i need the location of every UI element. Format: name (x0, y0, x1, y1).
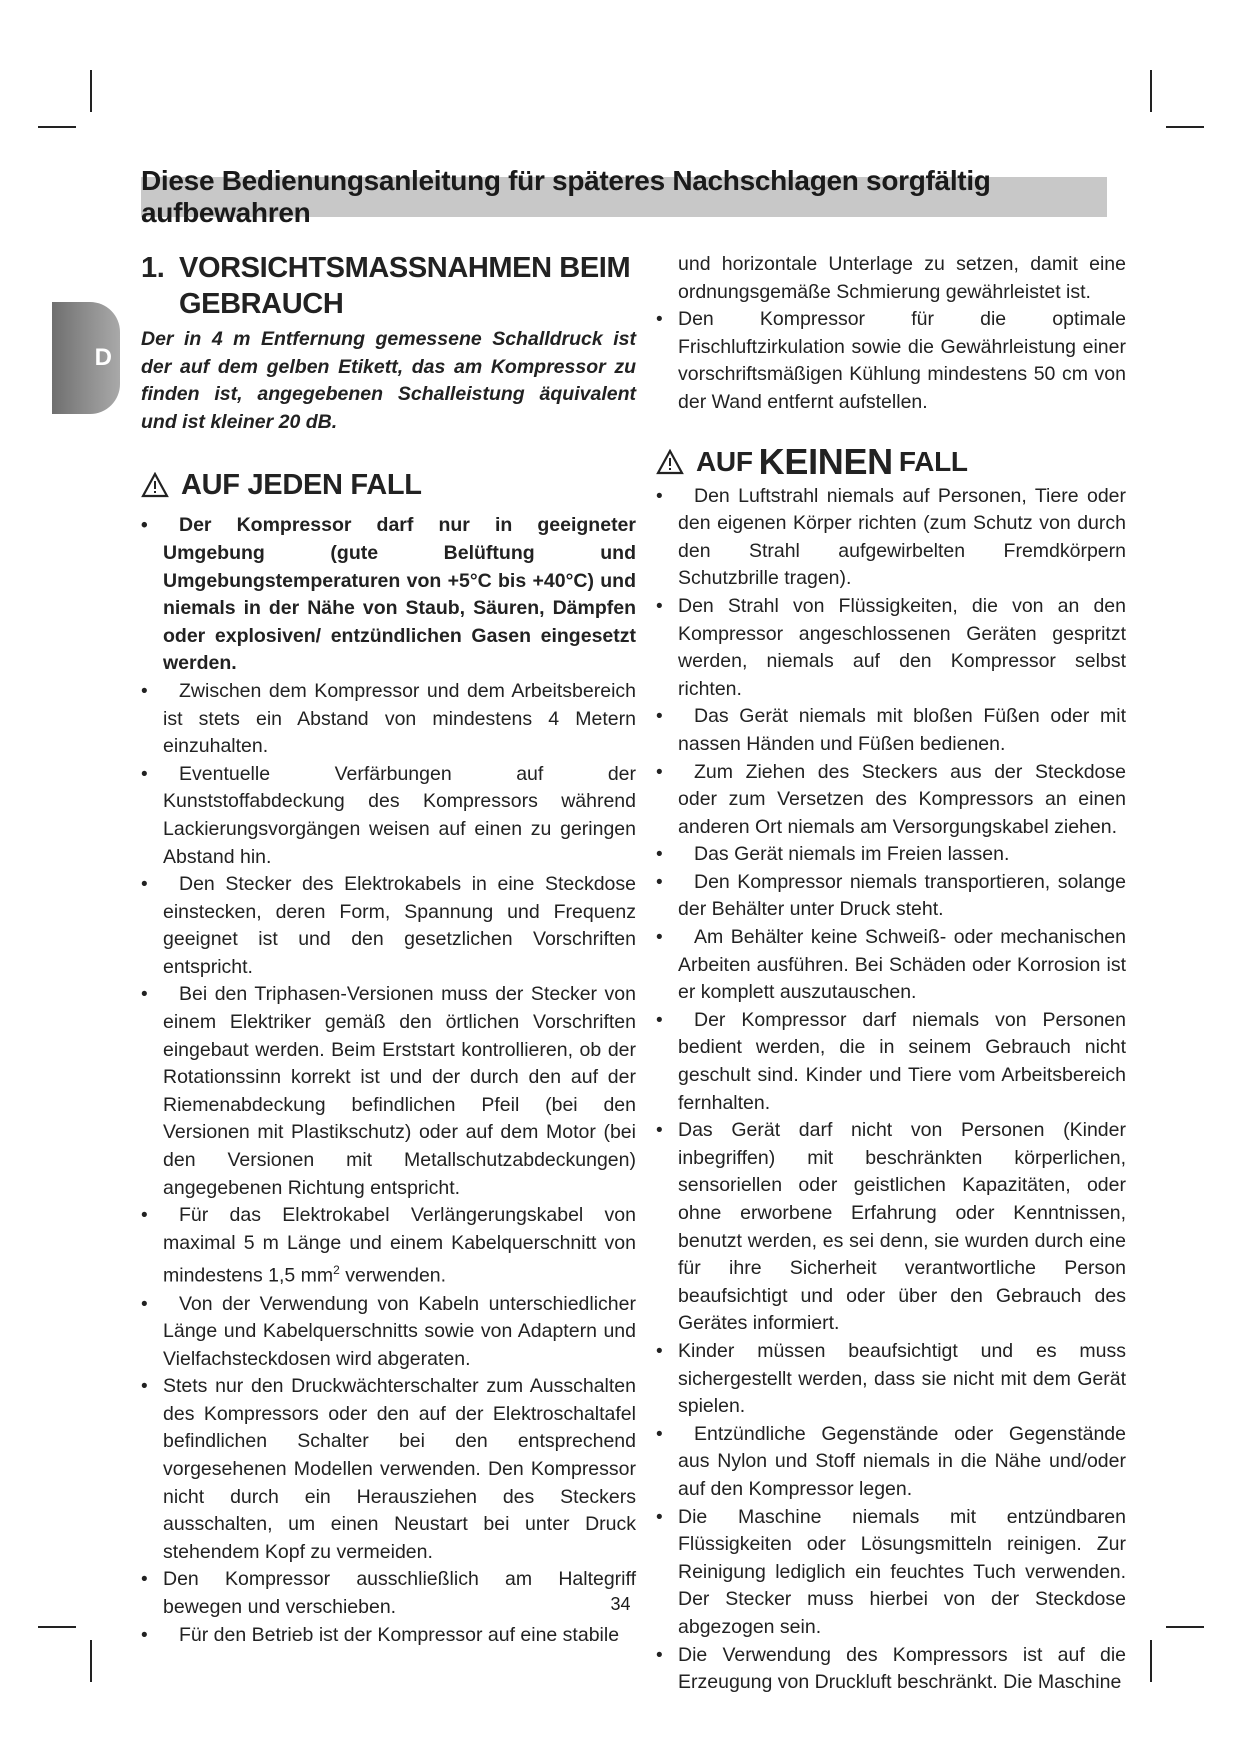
crop-mark (90, 1640, 92, 1682)
list-item: • Den Stecker des Elektrokabels in eine Steckdose einstecken, deren Form, Spannung und Frequenz geeignet ist und den gesetzlichen Vorschriften entspricht. (141, 871, 636, 981)
language-tab (52, 302, 120, 414)
never-list (656, 483, 1126, 1697)
crop-mark (38, 1626, 76, 1628)
list-item: • Den Kompressor für die optimale Frischluftzirkulation sowie die Gewährleistung einer vorschriftsmäßigen Kühlung mindestens 50 cm von der Wand entfernt aufstellen. (656, 306, 1126, 416)
list-item: • Entzündliche Gegenstände oder Gegenstände aus Nylon und Stoff niemals in die Nähe und/oder auf den Kompressor legen. (656, 1421, 1126, 1504)
continuation-text: und horizontale Unterlage zu setzen, damit eine ordnungsgemäße Schmierung gewährleistet ist. (678, 253, 1126, 303)
list-item: • Der Kompressor darf nur in geeigneter Umgebung (gute Belüftung und Umgebungstemperaturen von +5°C bis +40°C) und niemals in der Nähe von Staub, Säuren, Dämpfen oder explosiven/ entzündlichen Gasen eingesetzt werden. (141, 512, 636, 678)
list-item: • Bei den Triphasen-Versionen muss der Stecker von einem Elektriker gemäß den örtlichen Vorschriften eingebaut werden. Beim Erststart kontrollieren, ob der Rotationssinn korrekt ist und der durch den auf der Riemenabdeckung befindlichen Pfeil (bei den Versionen mit Plastikschutz) oder auf dem Motor (bei den Versionen mit Metallschutzabdeckungen) angegebenen Richtung entspricht. (141, 981, 636, 1202)
language-tab-letter: D (94, 344, 112, 371)
crop-mark (90, 70, 92, 112)
list-item: • Der Kompressor darf niemals von Personen bedient werden, die in seinem Gebrauch nicht geschult sind. Kinder und Tiere vom Arbeitsbereich fernhalten. (656, 1007, 1126, 1117)
crop-mark (1166, 1626, 1204, 1628)
heading-always: AUF JEDEN FALL (141, 466, 636, 504)
list-item: • Für das Elektrokabel Verlängerungskabel von maximal 5 m Länge und einem Kabelquerschnitt von mindestens 1,5 $mm^2$ verwenden. (141, 1202, 636, 1290)
section-title (141, 250, 636, 322)
list-item: • Stets nur den Druckwächterschalter zum Ausschalten des Kompressors oder den auf der Elektroschaltafel befindlichen Schalter bei den entsprechend vorgesehenen Modellen verwenden. Den Kompressor nicht durch ein Herausziehen des Steckers ausschalten, um einen Neustart bei unter Druck stehendem Kopf zu vermeiden. (141, 1373, 636, 1566)
list-item: • Am Behälter keine Schweiß- oder mechanischen Arbeiten ausführen. Bei Schäden oder Korrosion ist er komplett auszutauschen. (656, 924, 1126, 1007)
list-item: • Für den Betrieb ist der Kompressor auf eine stabile (141, 1622, 636, 1650)
list-item: • Das Gerät niemals mit bloßen Füßen oder mit nassen Händen und Füßen bedienen. (656, 703, 1126, 758)
crop-mark (1150, 70, 1152, 112)
section-number: 1. (141, 252, 165, 284)
left-column (141, 250, 636, 1649)
list-item: • Das Gerät niemals im Freien lassen. (656, 841, 1126, 869)
list-item: • Die Verwendung des Kompressors ist auf die Erzeugung von Druckluft beschränkt. Die Maschine (656, 1642, 1126, 1697)
list-item: • Den Kompressor ausschließlich am Haltegriff bewegen und verschieben. (141, 1566, 636, 1621)
warning-icon (656, 449, 684, 475)
list-item: • Den Luftstrahl niemals auf Personen, Tiere oder den eigenen Körper richten (zum Schutz von durch den Strahl aufgewirbelten Fremdkörpern Schutzbrille tragen). (656, 483, 1126, 593)
crop-mark (38, 126, 76, 128)
heading-never: AUF KEINEN FALL (656, 443, 1126, 481)
list-item: • Den Kompressor niemals transportieren, solange der Behälter unter Druck steht. (656, 869, 1126, 924)
warning-icon (141, 472, 169, 498)
list-item: • Kinder müssen beaufsichtigt und es muss sichergestellt werden, dass sie nicht mit dem Gerät spielen. (656, 1338, 1126, 1421)
list-item: • Die Maschine niemals mit entzündbaren Flüssigkeiten oder Lösungsmitteln reinigen. Zur Reinigung lediglich ein feuchtes Tuch verwenden. Der Stecker muss hierbei von der Steckdose abgezogen sein. (656, 1504, 1126, 1642)
intro-paragraph: Der in 4 m Entfernung gemessene Schalldruck ist der auf dem gelben Etikett, das am Kompressor zu finden ist, angegebenen Schalleistung äquivalent und ist kleiner 20 dB. (141, 328, 636, 433)
page-number: 34 (610, 1594, 631, 1614)
section-title-text: VORSICHTSMASSNAHMEN BEIM GEBRAUCH (179, 252, 631, 320)
crop-mark (1150, 1640, 1152, 1682)
list-item: • Von der Verwendung von Kabeln unterschiedlicher Länge und Kabelquerschnitts sowie von Adaptern und Vielfachsteckdosen wird abgeraten. (141, 1291, 636, 1374)
right-column (656, 251, 1126, 1697)
list-item: • Zwischen dem Kompressor und dem Arbeitsbereich ist stets ein Abstand von mindestens 4 Metern einzuhalten. (141, 678, 636, 761)
crop-mark (1166, 126, 1204, 128)
list-item: • Den Strahl von Flüssigkeiten, die von an den Kompressor angeschlossenen Geräten gespritzt werden, niemals auf den Kompressor selbst richten. (656, 593, 1126, 703)
list-item: • Das Gerät darf nicht von Personen (Kinder inbegriffen) mit beschränkten körperlichen, sensoriellen oder geistlichen Kapazitäten, oder ohne erworbene Erfahrung oder Kenntnissen, benutzt werden, es sei denn, sie wurden durch eine für ihre Sicherheit verantwortliche Person beaufsichtigt und oder über den Gebrauch des Gerätes informiert. (656, 1117, 1126, 1338)
always-list (141, 512, 636, 1649)
list-item: • Zum Ziehen des Steckers aus der Steckdose oder zum Versetzen des Kompressors an einen anderen Ort niemals am Versorgungskabel ziehen. (656, 759, 1126, 842)
continuation-list (656, 251, 1126, 417)
list-item: • Eventuelle Verfärbungen auf der Kunststoffabdeckung des Kompressors während Lackierungsvorgängen weisen auf einen zu geringen Abstand hin. (141, 761, 636, 871)
header-banner: Diese Bedienungsanleitung für späteres Nachschlagen sorgfältig aufbewahren (141, 177, 1107, 217)
